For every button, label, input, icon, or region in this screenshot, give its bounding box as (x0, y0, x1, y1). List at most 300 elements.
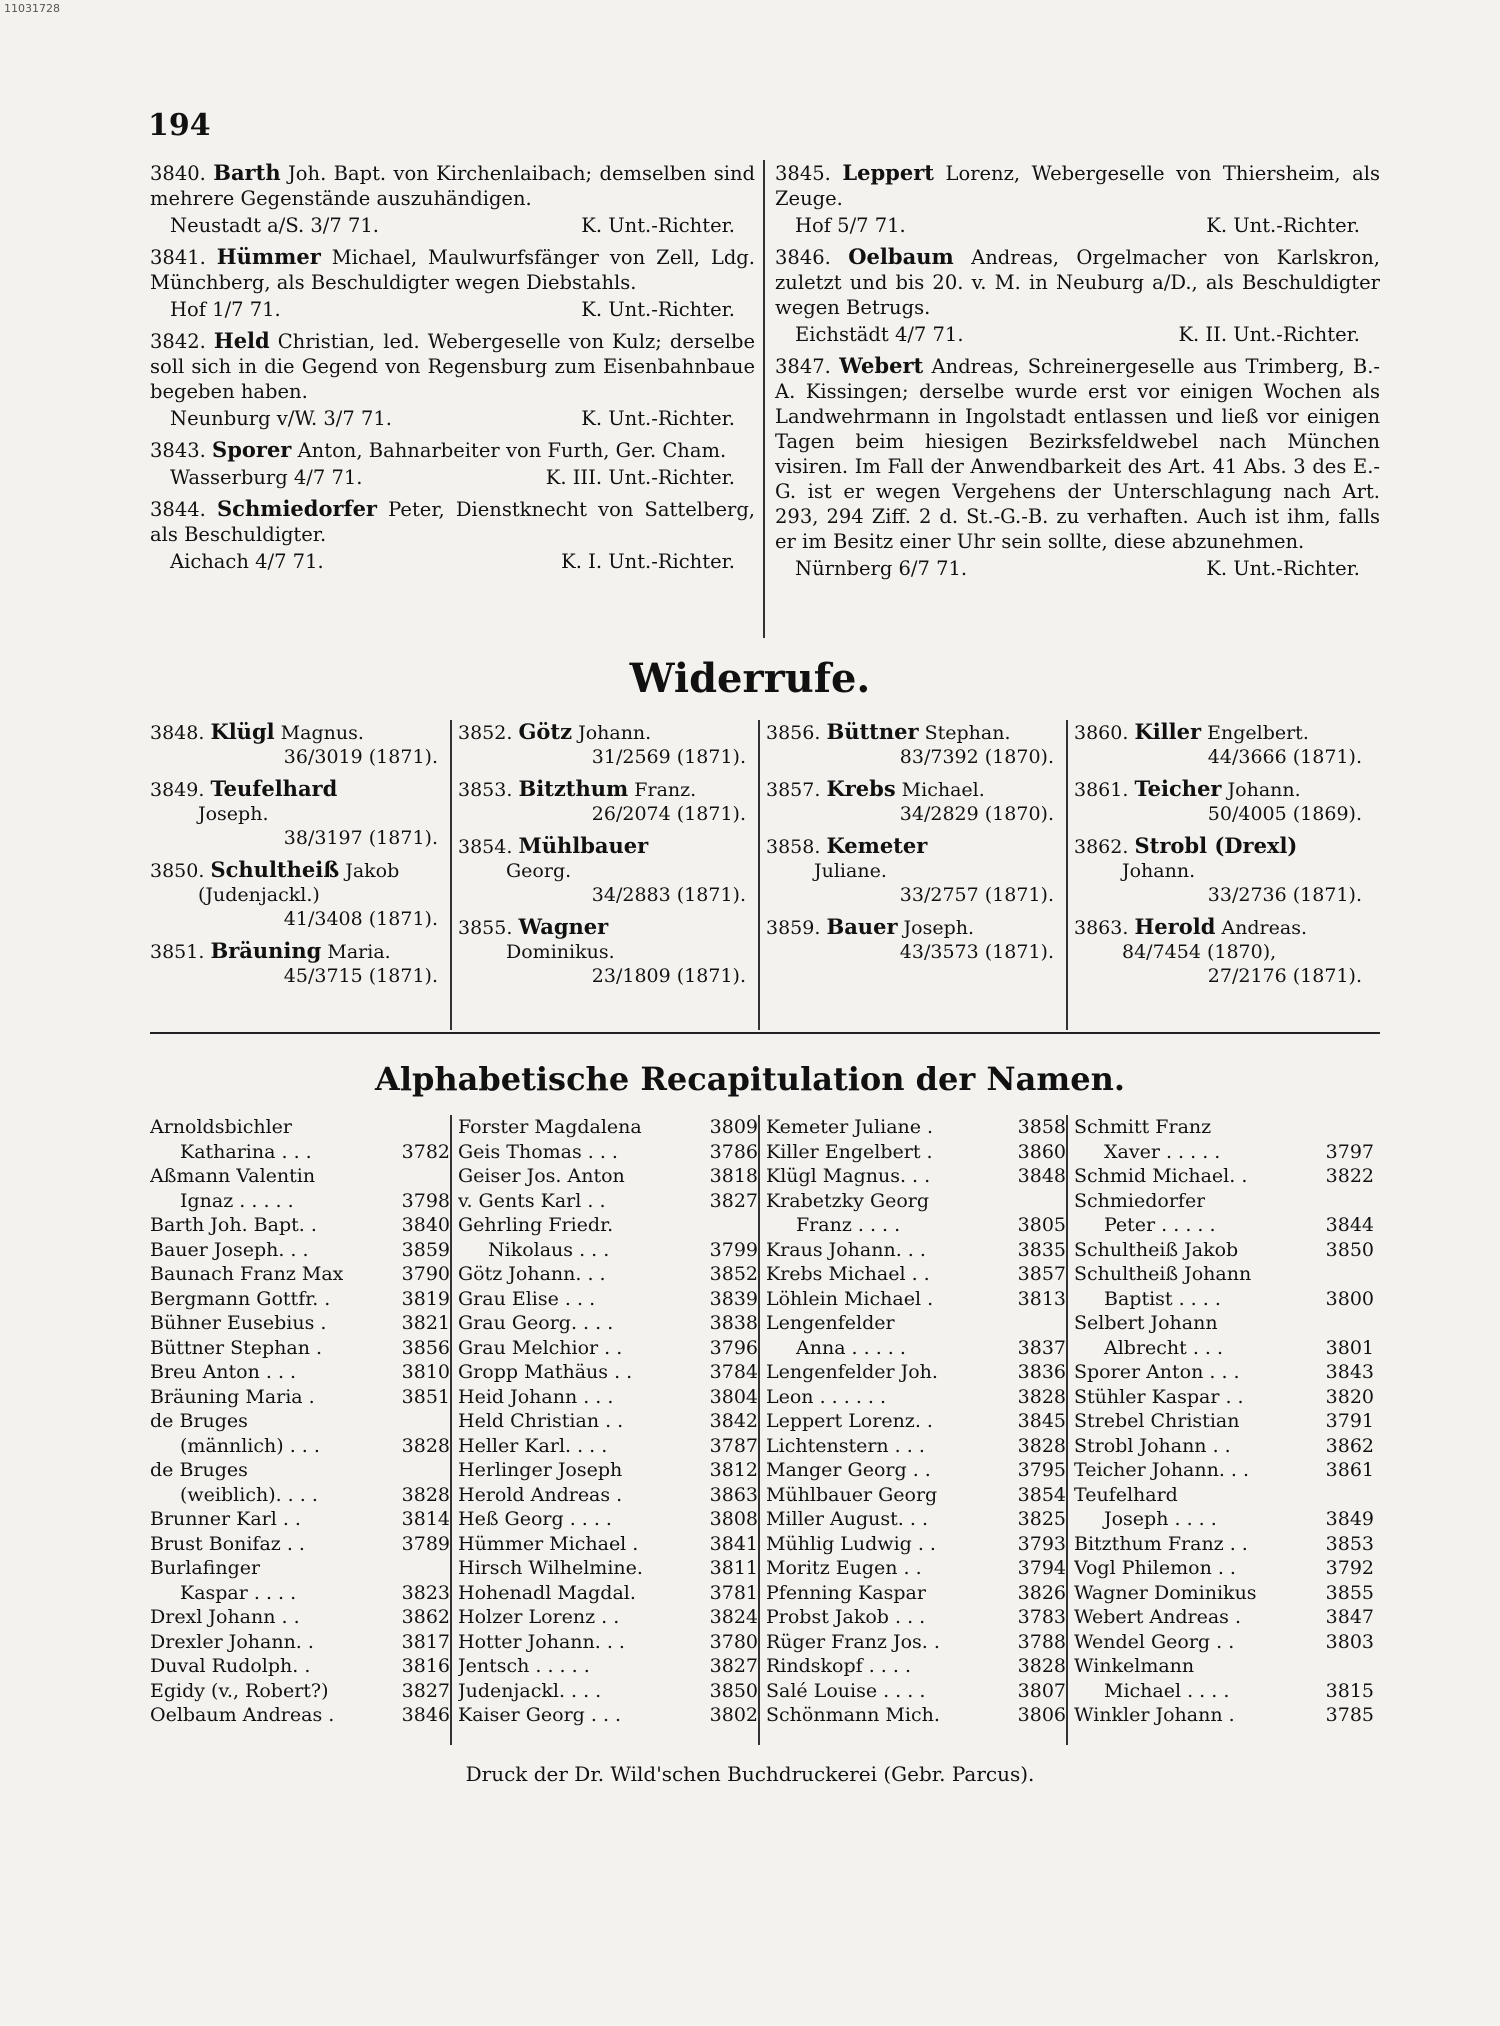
entry-body: Anton, Bahnarbeiter von Furth, Ger. Cham. (291, 439, 727, 462)
index-name: Lengenfelder Joh. (766, 1361, 938, 1383)
index-number (1370, 1483, 1374, 1508)
index-number: 3800 (1325, 1287, 1374, 1310)
index-name: Krabetzky Georg (766, 1189, 930, 1212)
widerruf-line (458, 720, 758, 745)
index-name: Pfenning Kaspar (766, 1581, 926, 1604)
widerrufe-column (766, 720, 1066, 972)
widerruf-line (150, 777, 450, 802)
index-name: Bühner Eusebius . (150, 1312, 327, 1334)
widerruf-line (150, 858, 450, 883)
index-name: Albrecht . . . (1104, 1336, 1224, 1359)
entry-given-name: Michael. (895, 779, 985, 801)
entry-name: Sporer (212, 437, 292, 462)
index-number: 3838 (709, 1312, 758, 1334)
entry-number: 3843. (150, 439, 206, 462)
entry-name: Klügl (210, 719, 275, 744)
index-name: Drexl Johann . . (150, 1606, 300, 1628)
index-number: 3799 (709, 1238, 758, 1261)
entry-given-name: Maria. (321, 941, 391, 963)
index-number: 3839 (709, 1287, 758, 1310)
entry-name: Kemeter (826, 833, 928, 858)
index-row (766, 1409, 1066, 1434)
index-number: 3836 (1017, 1361, 1066, 1383)
index-number: 3849 (1325, 1508, 1374, 1530)
index-name: Strebel Christian (1074, 1410, 1240, 1432)
index-row (766, 1654, 1066, 1679)
index-number: 3816 (401, 1655, 450, 1677)
index-name: Strobl Johann . . (1074, 1434, 1231, 1457)
entry-name: Krebs (826, 776, 896, 801)
widerruf-line (1074, 777, 1374, 802)
widerruf-reference: 41/3408 (1871). (283, 908, 438, 930)
index-row (458, 1556, 758, 1581)
index-column (458, 1115, 758, 1728)
entry-number: 3844. (150, 498, 206, 521)
index-row (766, 1581, 1066, 1606)
index-row (1074, 1556, 1374, 1581)
notice-text (150, 496, 755, 547)
index-row (766, 1458, 1066, 1483)
widerruf-entry (458, 834, 758, 907)
notice-entry (150, 437, 755, 490)
index-row (1074, 1336, 1374, 1361)
index-row (766, 1385, 1066, 1410)
index-name: Krebs Michael . . (766, 1263, 930, 1285)
index-number (1370, 1115, 1374, 1140)
index-number: 3796 (709, 1336, 758, 1359)
notice-entry (150, 160, 755, 238)
index-row (150, 1434, 450, 1459)
entry-court: K. Unt.-Richter. (581, 214, 735, 237)
index-row (458, 1605, 758, 1630)
widerruf-line (766, 915, 1066, 940)
entry-place-date: Neunburg v/W. 3/7 71. (170, 407, 392, 430)
index-name: Wagner Dominikus (1074, 1581, 1257, 1604)
index-number: 3813 (1017, 1287, 1066, 1310)
notice-text (150, 437, 755, 463)
entry-given-name: Johann. (1221, 779, 1301, 801)
index-number: 3840 (401, 1214, 450, 1236)
index-number: 3807 (1017, 1679, 1066, 1702)
entry-number: 3852. (458, 722, 513, 744)
index-row (458, 1654, 758, 1679)
index-number: 3803 (1325, 1630, 1374, 1653)
index-name: Götz Johann. . . (458, 1263, 606, 1285)
index-row (458, 1213, 758, 1238)
index-row (1074, 1385, 1374, 1410)
index-number: 3806 (1017, 1704, 1066, 1726)
printer-footer: Druck der Dr. Wild'schen Buchdruckerei (Gebr. Parcus). (465, 1762, 1035, 1786)
entry-name: Strobl (Drexl) (1134, 833, 1298, 858)
index-name: Bergmann Gottfr. . (150, 1287, 331, 1310)
index-name: Kemeter Juliane . (766, 1116, 934, 1138)
entry-name: Mühlbauer (518, 833, 649, 858)
index-row (150, 1164, 450, 1189)
index-number: 3853 (1325, 1532, 1374, 1555)
index-row (766, 1483, 1066, 1508)
index-name: Leon . . . . . . (766, 1385, 887, 1408)
index-name: de Bruges (150, 1459, 248, 1481)
index-name: Winkler Johann . (1074, 1704, 1235, 1726)
entry-number: 3849. (150, 779, 205, 801)
index-name: Katharina . . . (180, 1140, 312, 1163)
index-row (150, 1213, 450, 1238)
index-name: Heß Georg . . . . (458, 1508, 612, 1530)
widerruf-entry (150, 858, 450, 931)
entry-name: Wagner (518, 914, 609, 939)
widerruf-entry (458, 720, 758, 769)
entry-place-date: Eichstädt 4/7 71. (795, 323, 964, 346)
index-row (458, 1336, 758, 1361)
widerruf-reference: 34/2829 (1870). (899, 803, 1054, 825)
index-row (1074, 1360, 1374, 1385)
index-name: Drexler Johann. . (150, 1630, 314, 1653)
index-number: 3797 (1325, 1140, 1374, 1163)
index-row (1074, 1140, 1374, 1165)
widerrufe-heading: Widerrufe. (629, 655, 871, 702)
index-row (458, 1287, 758, 1312)
index-name: Hirsch Wilhelmine. (458, 1557, 643, 1579)
index-row (150, 1630, 450, 1655)
index-row (766, 1532, 1066, 1557)
index-name: Breu Anton . . . (150, 1361, 297, 1383)
widerrufe-column (458, 720, 758, 996)
index-row (458, 1238, 758, 1263)
index-number: 3823 (401, 1581, 450, 1604)
index-name: Anna . . . . . (796, 1336, 906, 1359)
index-row (766, 1115, 1066, 1140)
index-row (458, 1679, 758, 1704)
index-row (1074, 1605, 1374, 1630)
entry-number: 3863. (1074, 917, 1129, 939)
index-number: 3788 (1017, 1630, 1066, 1653)
index-number: 3791 (1325, 1410, 1374, 1432)
index-number: 3859 (401, 1238, 450, 1261)
entry-number: 3847. (775, 355, 831, 378)
entry-number: 3857. (766, 779, 821, 801)
entry-number: 3860. (1074, 722, 1129, 744)
widerruf-entry (766, 777, 1066, 826)
index-row (458, 1532, 758, 1557)
index-row (458, 1140, 758, 1165)
index-number: 3825 (1017, 1508, 1066, 1530)
widerruf-line (1074, 834, 1374, 859)
index-name: Ignaz . . . . . (180, 1189, 294, 1212)
index-row (766, 1287, 1066, 1312)
index-number: 3795 (1017, 1459, 1066, 1481)
widerruf-line2: Dominikus. (506, 941, 615, 963)
index-number: 3805 (1017, 1214, 1066, 1236)
index-number: 3790 (401, 1263, 450, 1285)
widerruf-reference: 45/3715 (1871). (283, 965, 438, 987)
entry-signature (150, 297, 755, 322)
widerruf-reference: 26/2074 (1871). (591, 803, 746, 825)
index-name: (weiblich). . . . (180, 1483, 318, 1506)
entry-number: 3856. (766, 722, 821, 744)
index-number (1370, 1654, 1374, 1679)
index-name: Brunner Karl . . (150, 1508, 301, 1530)
notice-entry (150, 328, 755, 431)
index-number: 3828 (1017, 1655, 1066, 1677)
index-name: Judenjackl. . . . (458, 1679, 602, 1702)
index-row (766, 1556, 1066, 1581)
index-number: 3828 (401, 1434, 450, 1457)
notice-entry (150, 244, 755, 322)
index-row (1074, 1213, 1374, 1238)
entry-signature (150, 549, 755, 574)
index-name: Hotter Johann. . . (458, 1630, 625, 1653)
name-index (150, 1115, 1380, 1745)
entry-name: Bauer (826, 914, 898, 939)
index-row (766, 1140, 1066, 1165)
index-row (1074, 1164, 1374, 1189)
index-name: Grau Georg. . . . (458, 1312, 614, 1334)
entry-number: 3861. (1074, 779, 1129, 801)
entry-number: 3846. (775, 246, 831, 269)
entry-name: Teicher (1134, 776, 1222, 801)
index-number: 3863 (709, 1483, 758, 1506)
entry-number: 3840. (150, 162, 206, 185)
index-number: 3822 (1325, 1165, 1374, 1187)
index-name: Webert Andreas . (1074, 1606, 1241, 1628)
index-row (150, 1581, 450, 1606)
index-name: Geis Thomas . . . (458, 1140, 618, 1163)
notices-left-column (150, 160, 755, 580)
index-row (150, 1679, 450, 1704)
entry-given-name: Franz. (628, 779, 697, 801)
index-row (458, 1164, 758, 1189)
column-divider (450, 720, 452, 1030)
widerruf-reference: 38/3197 (1871). (283, 827, 438, 849)
entry-name: Leppert (842, 160, 934, 185)
index-name: Wendel Georg . . (1074, 1630, 1235, 1653)
index-name: Schmid Michael. . (1074, 1165, 1248, 1187)
index-name: Arnoldsbichler (150, 1116, 292, 1138)
widerruf-reference: 23/1809 (1871). (591, 965, 746, 987)
index-name: Leppert Lorenz. . (766, 1410, 933, 1432)
index-row (766, 1189, 1066, 1214)
index-row (150, 1458, 450, 1483)
index-number: 3826 (1017, 1581, 1066, 1604)
index-name: Stühler Kaspar . . (1074, 1385, 1244, 1408)
entry-number: 3850. (150, 860, 205, 882)
index-number: 3786 (709, 1140, 758, 1163)
entry-court: K. Unt.-Richter. (1206, 557, 1360, 580)
entry-number: 3855. (458, 917, 513, 939)
widerrufe-column (1074, 720, 1374, 996)
entry-number: 3853. (458, 779, 513, 801)
index-number: 3848 (1017, 1165, 1066, 1187)
index-number: 3862 (401, 1606, 450, 1628)
notice-text (150, 160, 755, 211)
index-number: 3789 (401, 1532, 450, 1555)
index-name: Moritz Eugen . . (766, 1557, 922, 1579)
index-name: Büttner Stephan . (150, 1336, 323, 1359)
index-row (1074, 1189, 1374, 1214)
index-name: Joseph . . . . (1104, 1508, 1217, 1530)
index-row (150, 1483, 450, 1508)
entry-name: Büttner (826, 719, 919, 744)
index-number: 3792 (1325, 1557, 1374, 1579)
widerruf-entry (458, 777, 758, 826)
widerruf-line (150, 939, 450, 964)
index-heading: Alphabetische Recapitulation der Namen. (375, 1060, 1125, 1098)
index-number: 3846 (401, 1704, 450, 1726)
index-number: 3812 (709, 1459, 758, 1481)
widerruf-line (1074, 915, 1374, 940)
index-number: 3843 (1325, 1361, 1374, 1383)
widerruf-reference: 34/2883 (1871). (591, 884, 746, 906)
widerruf-reference: 31/2569 (1871). (591, 746, 746, 768)
index-number: 3815 (1325, 1679, 1374, 1702)
entry-given-name: Stephan. (918, 722, 1011, 744)
index-number: 3854 (1017, 1483, 1066, 1506)
index-name: de Bruges (150, 1410, 248, 1432)
entry-place-date: Wasserburg 4/7 71. (170, 466, 363, 489)
entry-given-name: Andreas. (1215, 917, 1307, 939)
index-row (150, 1654, 450, 1679)
index-row (150, 1262, 450, 1287)
column-divider (758, 1115, 760, 1745)
index-name: Bauer Joseph. . . (150, 1238, 309, 1261)
entry-name: Webert (839, 353, 924, 378)
index-name: Hohenadl Magdal. (458, 1581, 636, 1604)
index-name: Jentsch . . . . . (458, 1655, 590, 1677)
index-name: Killer Engelbert . (766, 1140, 933, 1163)
index-row (458, 1409, 758, 1434)
widerruf-line (766, 834, 1066, 859)
index-name: Peter . . . . . (1104, 1214, 1216, 1236)
index-name: Gropp Mathäus . . (458, 1361, 633, 1383)
index-name: Brust Bonifaz . . (150, 1532, 305, 1555)
index-number (1370, 1262, 1374, 1287)
index-number: 3861 (1325, 1459, 1374, 1481)
widerrufe-section (150, 720, 1380, 1030)
index-name: Baunach Franz Max (150, 1263, 344, 1285)
index-row (1074, 1311, 1374, 1336)
index-number: 3860 (1017, 1140, 1066, 1163)
entry-place-date: Neustadt a/S. 3/7 71. (170, 214, 379, 237)
index-name: Schmiedorfer (1074, 1189, 1206, 1212)
index-number: 3809 (709, 1116, 758, 1138)
index-row (1074, 1703, 1374, 1728)
widerruf-entry (150, 939, 450, 988)
index-number: 3862 (1325, 1434, 1374, 1457)
index-name: Nikolaus . . . (488, 1238, 610, 1261)
index-name: Manger Georg . . (766, 1459, 931, 1481)
index-row (150, 1115, 450, 1140)
index-name: Mühlbauer Georg (766, 1483, 938, 1506)
widerruf-reference: 27/2176 (1871). (1207, 965, 1362, 987)
entry-name: Götz (518, 719, 573, 744)
index-number: 3785 (1325, 1704, 1374, 1726)
entry-court: K. Unt.-Richter. (581, 298, 735, 321)
index-row (766, 1507, 1066, 1532)
index-number: 3852 (709, 1263, 758, 1285)
entry-name: Herold (1134, 914, 1216, 939)
index-number: 3844 (1325, 1214, 1374, 1236)
entry-body: Andreas, Orgelmacher von Karlskron, zuletzt und bis 20. v. M. in Neuburg a/D., als Beschuldigter wegen Betrugs. (775, 246, 1380, 319)
entry-name: Held (213, 328, 270, 353)
index-column (766, 1115, 1066, 1728)
index-number: 3802 (709, 1704, 758, 1726)
entry-signature (775, 322, 1380, 347)
entry-given-name: Johann. (572, 722, 652, 744)
index-name: Selbert Johann (1074, 1312, 1218, 1334)
index-row (458, 1434, 758, 1459)
entry-number: 3842. (150, 330, 206, 353)
widerruf-line (458, 915, 758, 940)
index-row (766, 1703, 1066, 1728)
index-name: Schmitt Franz (1074, 1116, 1212, 1138)
notice-text (775, 244, 1380, 320)
index-number (1370, 1189, 1374, 1214)
index-row (1074, 1679, 1374, 1704)
index-name: Vogl Philemon . . (1074, 1557, 1236, 1579)
index-row (150, 1360, 450, 1385)
index-number: 3824 (709, 1606, 758, 1628)
index-name: Barth Joh. Bapt. . (150, 1214, 317, 1236)
index-name: Heller Karl. . . . (458, 1434, 608, 1457)
entry-court: K. III. Unt.-Richter. (545, 466, 735, 489)
widerruf-line2: Georg. (506, 860, 572, 882)
index-row (1074, 1409, 1374, 1434)
index-row (1074, 1238, 1374, 1263)
index-row (766, 1311, 1066, 1336)
index-number: 3828 (1017, 1385, 1066, 1408)
index-number: 3847 (1325, 1606, 1374, 1628)
notice-text (775, 160, 1380, 211)
index-number: 3821 (401, 1312, 450, 1334)
index-row (766, 1213, 1066, 1238)
entry-name: Oelbaum (848, 244, 954, 269)
index-name: Franz . . . . (796, 1214, 901, 1236)
widerruf-entry (766, 834, 1066, 907)
notice-text (150, 244, 755, 295)
index-name: Egidy (v., Robert?) (150, 1679, 329, 1702)
index-name: Holzer Lorenz . . (458, 1606, 620, 1628)
index-number: 3827 (401, 1679, 450, 1702)
entry-name: Schmiedorfer (217, 496, 377, 521)
index-number: 3851 (401, 1385, 450, 1408)
widerruf-line2: (Judenjackl.) (198, 884, 320, 906)
index-number: 3798 (401, 1189, 450, 1212)
index-name: Duval Rudolph. . (150, 1655, 311, 1677)
index-number: 3804 (709, 1385, 758, 1408)
index-name: Schultheiß Johann (1074, 1263, 1252, 1285)
index-number: 3819 (401, 1287, 450, 1310)
index-row (766, 1679, 1066, 1704)
widerruf-entry (1074, 777, 1374, 826)
scan-id: 11031728 (4, 2, 60, 15)
index-row (150, 1605, 450, 1630)
index-name: Schultheiß Jakob (1074, 1238, 1239, 1261)
page-number: 194 (148, 108, 211, 143)
index-number (1370, 1311, 1374, 1336)
index-row (458, 1483, 758, 1508)
index-name: Klügl Magnus. . . (766, 1165, 931, 1187)
index-row (150, 1336, 450, 1361)
entry-number: 3841. (150, 246, 206, 269)
index-name: Gehrling Friedr. (458, 1214, 614, 1236)
index-name: Probst Jakob . . . (766, 1606, 926, 1628)
index-number: 3828 (1017, 1434, 1066, 1457)
index-name: Teufelhard (1074, 1483, 1178, 1506)
entry-name: Killer (1134, 719, 1202, 744)
entry-number: 3848. (150, 722, 205, 744)
index-number: 3837 (1017, 1336, 1066, 1359)
widerruf-line2: Joseph. (198, 803, 269, 825)
